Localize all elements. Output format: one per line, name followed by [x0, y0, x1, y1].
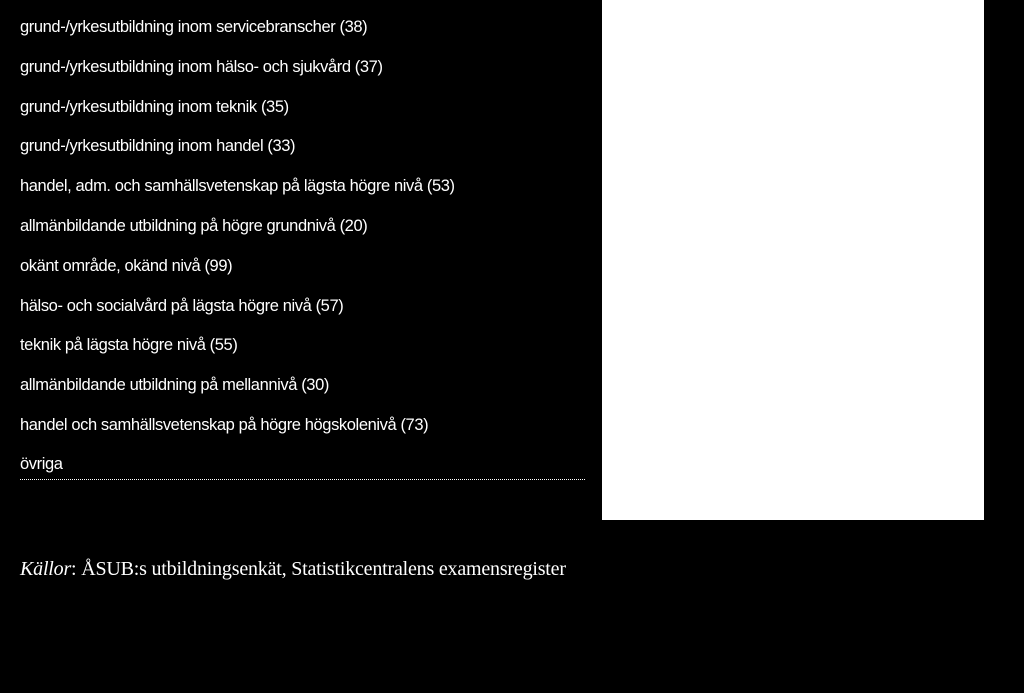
category-item: teknik på lägsta högre nivå (55)	[20, 336, 238, 355]
category-item: handel, adm. och samhällsvetenskap på lägsta högre nivå (53)	[20, 177, 455, 196]
blank-white-panel	[602, 0, 984, 520]
category-item: allmänbildande utbildning på mellannivå (30)	[20, 376, 329, 395]
dotted-divider	[20, 479, 585, 480]
source-text: ÅSUB:s utbildningsenkät, Statistikcentralens examensregister	[81, 558, 566, 580]
category-item-other: övriga	[20, 454, 63, 473]
source-label: Källor	[20, 558, 72, 580]
category-list	[20, 12, 585, 476]
category-item: grund-/yrkesutbildning inom teknik (35)	[20, 97, 289, 116]
category-item: grund-/yrkesutbildning inom handel (33)	[20, 137, 296, 156]
category-item: hälso- och socialvård på lägsta högre nivå (57)	[20, 296, 344, 315]
category-item: okänt område, okänd nivå (99)	[20, 256, 233, 275]
category-item: grund-/yrkesutbildning inom hälso- och sjukvård (37)	[20, 57, 383, 76]
source-separator: :	[71, 558, 82, 580]
category-item: allmänbildande utbildning på högre grundnivå (20)	[20, 216, 368, 235]
category-item: grund-/yrkesutbildning inom servicebranscher (38)	[20, 18, 368, 36]
source-note	[20, 558, 566, 581]
category-item: handel och samhällsvetenskap på högre högskolenivå (73)	[20, 415, 429, 434]
